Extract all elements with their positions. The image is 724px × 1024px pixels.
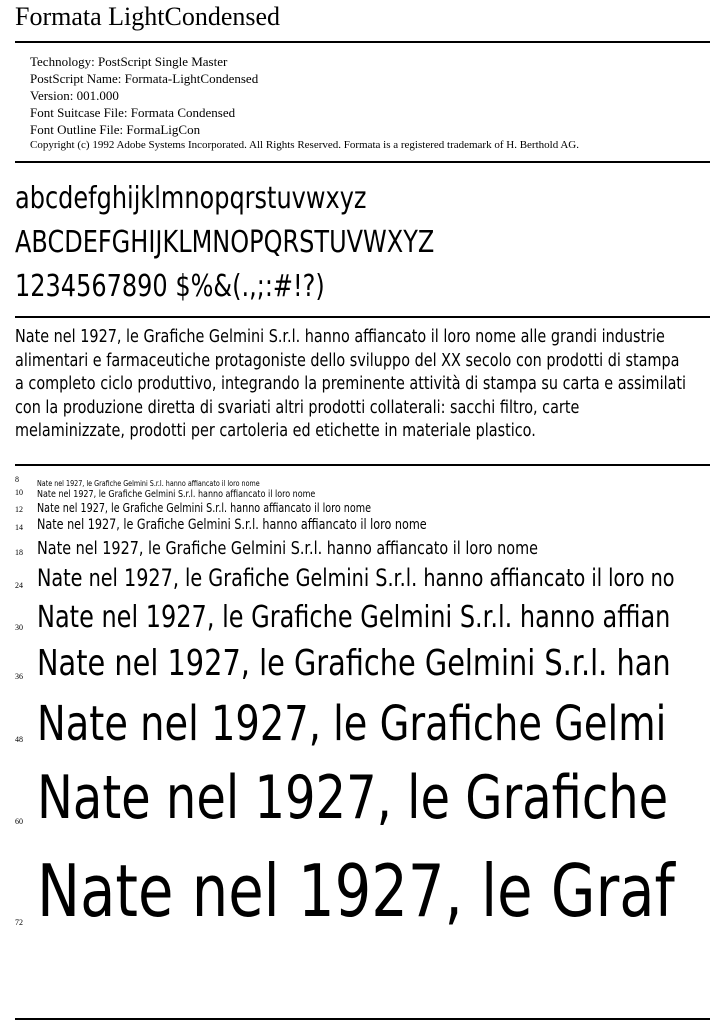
font-copyright: Copyright (c) 1992 Adobe Systems Incorporated. All Rights Reserved. Formata is a registered trademark of H. Berthold AG. — [30, 139, 579, 151]
waterfall-size: 48 — [15, 735, 23, 744]
waterfall-size: 36 — [15, 672, 23, 681]
paragraph-line: melaminizzate, prodotti per cartoleria ed etichette in materiale plastico. — [15, 420, 536, 442]
paragraph-line: con la produzione diretta di svariati altri prodotti collaterali: sacchi filtro, carte — [15, 396, 580, 418]
charset-figures: 1234567890 $%&(.,;:#!?) — [15, 269, 325, 304]
waterfall-sample: Nate nel 1927, le Grafiche Gelmini S.r.l. hanno affiancato il loro nome — [37, 479, 260, 488]
title-divider — [15, 41, 710, 43]
waterfall-row — [0, 473, 724, 488]
waterfall-sample: Nate nel 1927, le Graf — [37, 849, 675, 933]
waterfall-row — [0, 537, 724, 559]
waterfall-sample: Nate nel 1927, le Grafiche Gelmini S.r.l. han — [37, 643, 671, 684]
waterfall-row — [0, 640, 724, 684]
waterfall-size: 10 — [15, 488, 23, 497]
waterfall-size: 60 — [15, 817, 23, 826]
waterfall-row — [0, 516, 724, 533]
waterfall-row — [0, 598, 724, 635]
font-suitcase-file: Font Suitcase File: Formata Condensed — [30, 105, 236, 120]
waterfall-row — [0, 484, 724, 500]
waterfall-size: 24 — [15, 581, 23, 590]
font-version: Version: 001.000 — [30, 88, 119, 103]
waterfall-sample: Nate nel 1927, le Grafiche Gelmini S.r.l. hanno affiancato il loro nome — [37, 538, 539, 559]
waterfall-sample: Nate nel 1927, le Grafiche Gelmini S.r.l. hanno affiancato il loro nome — [37, 489, 316, 500]
waterfall-size: 12 — [15, 505, 23, 514]
paragraph-divider — [15, 464, 710, 466]
character-set — [15, 177, 539, 309]
waterfall-size: 72 — [15, 918, 23, 927]
charset-uppercase: ABCDEFGHIJKLMNOPQRSTUVWXYZ — [15, 225, 435, 260]
waterfall-sample: Nate nel 1927, le Grafiche Gelmini S.r.l. hanno affiancato il loro nome — [37, 501, 372, 515]
font-technology: Technology: PostScript Single Master — [30, 54, 228, 69]
waterfall-row — [0, 692, 724, 752]
waterfall-sample: Nate nel 1927, le Grafiche Gelmini S.r.l. hanno affian — [37, 600, 671, 635]
waterfall-sample: Nate nel 1927, le Grafiche Gelmini S.r.l. hanno affiancato il loro nome — [37, 517, 427, 533]
waterfall-size: 18 — [15, 548, 23, 557]
waterfall-sample: Nate nel 1927, le Grafiche Gelmi — [37, 696, 667, 752]
waterfall-size: 8 — [15, 475, 19, 484]
waterfall-row — [0, 562, 724, 592]
waterfall-sample: Nate nel 1927, le Grafiche Gelmini S.r.l. hanno affiancato il loro no — [37, 564, 675, 592]
charset-divider — [15, 316, 710, 318]
waterfall-sample: Nate nel 1927, le Grafiche — [37, 763, 669, 833]
font-info — [30, 53, 579, 153]
page-title: Formata LightCondensed — [15, 2, 281, 31]
info-divider — [15, 161, 710, 163]
sample-paragraph — [15, 325, 711, 443]
waterfall-row — [0, 843, 724, 933]
waterfall-size: 30 — [15, 623, 23, 632]
paragraph-line: alimentari e farmaceutiche protagoniste dello sviluppo del XX secolo con prodotti di stampa — [15, 349, 680, 371]
waterfall-row — [0, 499, 724, 515]
waterfall-row — [0, 758, 724, 833]
paragraph-line: a completo ciclo produttivo, integrando la preminente attività di stampa su carta e assimilati — [15, 373, 687, 395]
font-outline-file: Font Outline File: FormaLigCon — [30, 122, 201, 137]
paragraph-line: Nate nel 1927, le Grafiche Gelmini S.r.l. hanno affiancato il loro nome alle grandi industrie — [15, 326, 665, 347]
charset-lowercase: abcdefghijklmnopqrstuvwxyz — [15, 181, 367, 216]
waterfall-size: 14 — [15, 523, 23, 532]
font-postscript-name: PostScript Name: Formata-LightCondensed — [30, 71, 259, 86]
footer-divider — [15, 1018, 710, 1020]
